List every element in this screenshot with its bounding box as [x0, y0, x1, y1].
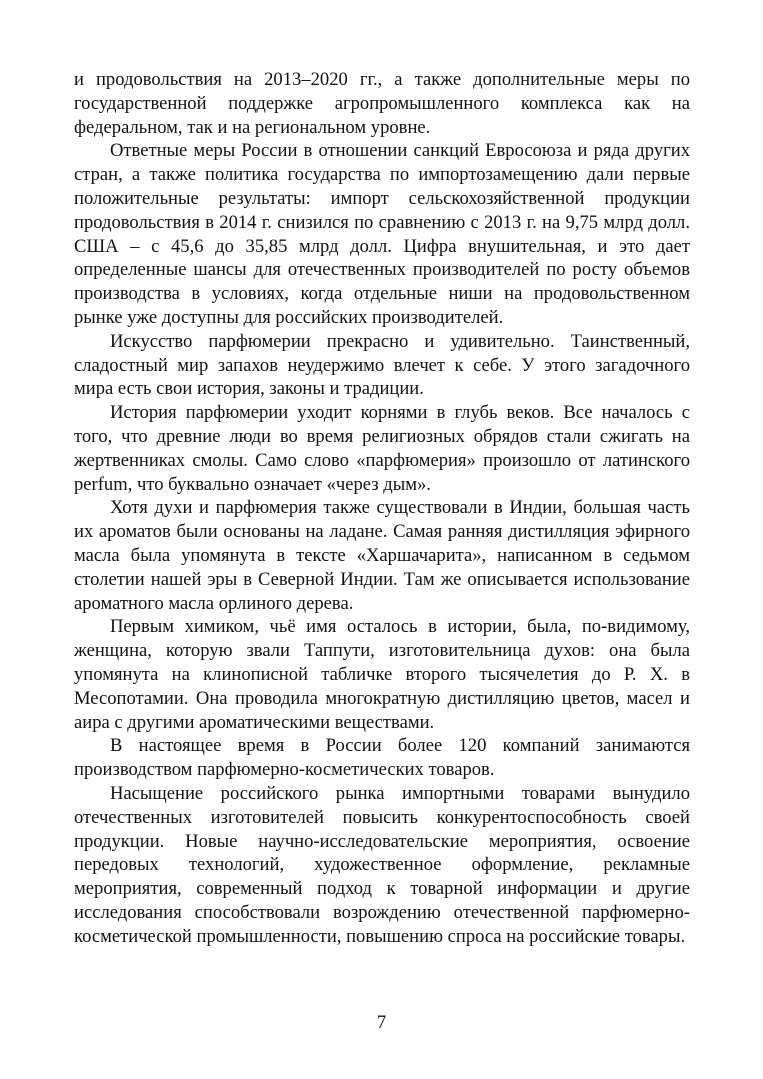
paragraph: Первым химиком, чьё имя осталось в истории, была, по-видимому, женщина, которую звали Таппути, изготовительница духов: она была упомянута на клинописной табличке второго тысячелетия до Р. Х. в Месопотамии. Она проводила многократную дистилляцию цветов, масел и аира с другими ароматическими веществами. [74, 616, 690, 733]
paragraph: Насыщение российского рынка импортными товарами вынудило отечественных изготовителей повысить конкурентоспособность своей продукции. Новые научно-исследовательские мероприятия, освоение передовых технологий, художественное оформление, рекламные мероприятия, современный подход к товарной информации и другие исследования способствовали возрождению отечественной парфюмерно-косметической промышленности, повышению спроса на российские товары. [74, 782, 690, 947]
paragraph: Искусство парфюмерии прекрасно и удивительно. Таинственный, сладостный мир запахов неудержимо влечет к себе. У этого загадочного мира есть свои история, законы и традиции. [74, 330, 690, 400]
paragraph-continuation: и продовольствия на 2013–2020 гг., а также дополнительные меры по государственной поддержке агропромышленного комплекса как на федеральном, так и на региональном уровне. [74, 69, 690, 138]
paragraph: Хотя духи и парфюмерия также существовали в Индии, большая часть их ароматов были основаны на ладане. Самая ранняя дистилляция эфирного масла была упомянута в тексте «Харшачарита», написанном в седьмом столетии нашей эры в Северной Индии. Там же описывается использование ароматного масла орлиного дерева. [74, 497, 690, 614]
paragraph: Ответные меры России в отношении санкций Евросоюза и ряда других стран, а также политика государства по импортозамещению дали первые положительные результаты: импорт сельскохозяйственной продукции продовольствия в 2014 г. снизился по сравнению с 2013 г. на 9,75 млрд долл. США – с 45,6 до 35,85 млрд долл. Цифра внушительная, и это дает определенные шансы для отечественных производителей по росту объемов производства в условиях, когда отдельные ниши на продовольственном рынке уже доступны для российских производителей. [74, 140, 690, 328]
page-number: 7 [376, 1012, 387, 1033]
paragraph: История парфюмерии уходит корнями в глубь веков. Все началось с того, что древние люди во время религиозных обрядов стали сжигать на жертвенниках смолы. Само слово «парфюмерия» произошло от латинского perfum, что буквально означает «через дым». [74, 402, 690, 495]
document-body [74, 68, 690, 948]
paragraph: В настоящее время в России более 120 компаний занимаются производством парфюмерно-косметических товаров. [74, 735, 690, 781]
